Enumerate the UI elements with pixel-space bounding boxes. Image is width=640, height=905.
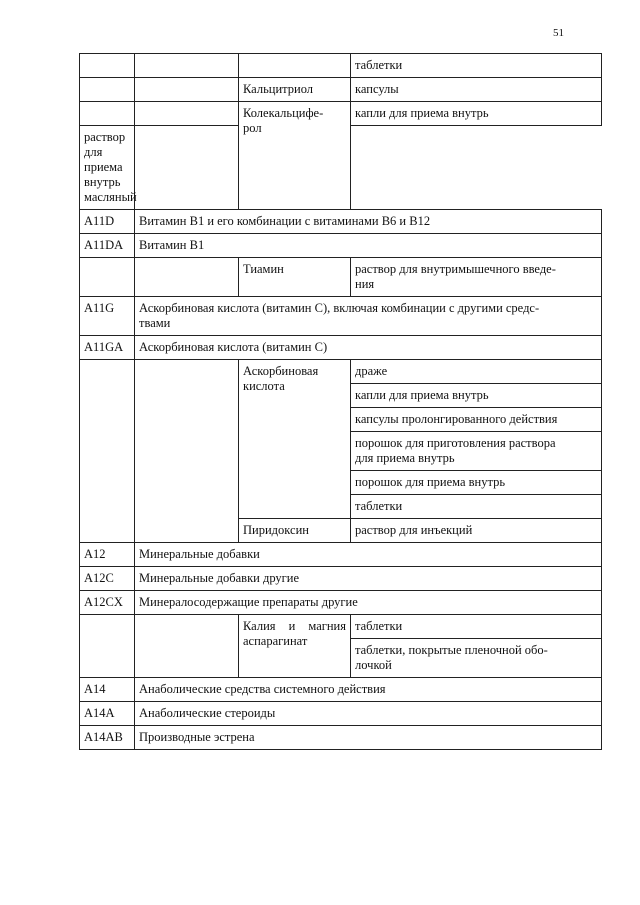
atc-group-name-cell: Анаболические средства системного действия	[135, 678, 602, 702]
atc-code-cell: A11D	[80, 210, 135, 234]
substance-name-cell: Калия и магния аспарагинат	[239, 615, 351, 678]
substance-name-cell: Пиридоксин	[239, 519, 351, 543]
group-cell	[135, 258, 239, 297]
substance-row	[80, 360, 602, 384]
atc-code-cell	[80, 360, 135, 543]
group-row	[80, 297, 602, 336]
dosage-form-cell: раствор для приема внутрь масляный	[80, 126, 135, 210]
atc-group-name-cell: Витамин В1	[135, 234, 602, 258]
substance-name-cell: Кальцитриол	[239, 78, 351, 102]
substance-row	[80, 54, 602, 78]
group-row	[80, 543, 602, 567]
atc-group-name-cell: Анаболические стероиды	[135, 702, 602, 726]
atc-code-cell: A11GA	[80, 336, 135, 360]
substance-name-cell: Аскорбиновая кислота	[239, 360, 351, 519]
atc-group-name-cell: Минеральные добавки другие	[135, 567, 602, 591]
substance-name-cell: Колекальцифе- рол	[239, 102, 351, 210]
atc-group-name-cell: Аскорбиновая кислота (витамин С)	[135, 336, 602, 360]
substance-row	[80, 258, 602, 297]
dosage-form-cell: порошок для приготовления раствора для приема внутрь	[351, 432, 602, 471]
group-row	[80, 567, 602, 591]
dosage-form-cell: таблетки	[351, 54, 602, 78]
group-row	[80, 702, 602, 726]
dosage-form-cell: драже	[351, 360, 602, 384]
group-row	[80, 726, 602, 750]
group-row	[80, 591, 602, 615]
dosage-form-cell: капли для приема внутрь	[351, 102, 602, 126]
atc-code-cell: A14AB	[80, 726, 135, 750]
group-cell	[135, 54, 239, 78]
drug-classification-table	[79, 53, 602, 750]
atc-code-cell: A12CX	[80, 591, 135, 615]
group-row	[80, 234, 602, 258]
group-row	[80, 210, 602, 234]
atc-code-cell	[80, 78, 135, 102]
dosage-form-cell: раствор для инъекций	[351, 519, 602, 543]
dosage-form-cell: таблетки, покрытые пленочной обо- лочкой	[351, 639, 602, 678]
substance-row	[80, 78, 602, 102]
atc-group-name-cell: Витамин В1 и его комбинации с витаминами В6 и В12	[135, 210, 602, 234]
page-number: 51	[553, 27, 564, 39]
atc-code-cell: A12C	[80, 567, 135, 591]
dosage-form-cell: капсулы пролонгированного действия	[351, 408, 602, 432]
dosage-form-cell: капсулы	[351, 78, 602, 102]
substance-name-cell	[239, 54, 351, 78]
atc-code-cell: A11DA	[80, 234, 135, 258]
dosage-form-cell: таблетки	[351, 495, 602, 519]
dosage-form-cell: капли для приема внутрь	[351, 384, 602, 408]
dosage-form-cell: раствор для внутримышечного введе- ния	[351, 258, 602, 297]
substance-row	[80, 615, 602, 639]
dosage-form-cell: таблетки	[351, 615, 602, 639]
group-row	[80, 678, 602, 702]
group-cell	[135, 615, 239, 678]
atc-code-cell: A14	[80, 678, 135, 702]
group-cell	[135, 78, 239, 102]
substance-name-cell: Тиамин	[239, 258, 351, 297]
atc-code-cell	[80, 258, 135, 297]
dosage-form-cell: порошок для приема внутрь	[351, 471, 602, 495]
atc-code-cell: A14A	[80, 702, 135, 726]
atc-code-cell	[80, 54, 135, 78]
atc-group-name-cell: Аскорбиновая кислота (витамин С), включая комбинации с другими средс- твами	[135, 297, 602, 336]
atc-code-cell: A12	[80, 543, 135, 567]
atc-group-name-cell: Минералосодержащие препараты другие	[135, 591, 602, 615]
atc-code-cell	[80, 102, 135, 126]
substance-row	[80, 102, 602, 126]
atc-group-name-cell: Производные эстрена	[135, 726, 602, 750]
atc-code-cell: A11G	[80, 297, 135, 336]
group-cell	[135, 360, 239, 543]
group-row	[80, 336, 602, 360]
table-body	[80, 54, 602, 750]
group-cell	[135, 102, 239, 126]
atc-group-name-cell: Минеральные добавки	[135, 543, 602, 567]
atc-code-cell	[80, 615, 135, 678]
